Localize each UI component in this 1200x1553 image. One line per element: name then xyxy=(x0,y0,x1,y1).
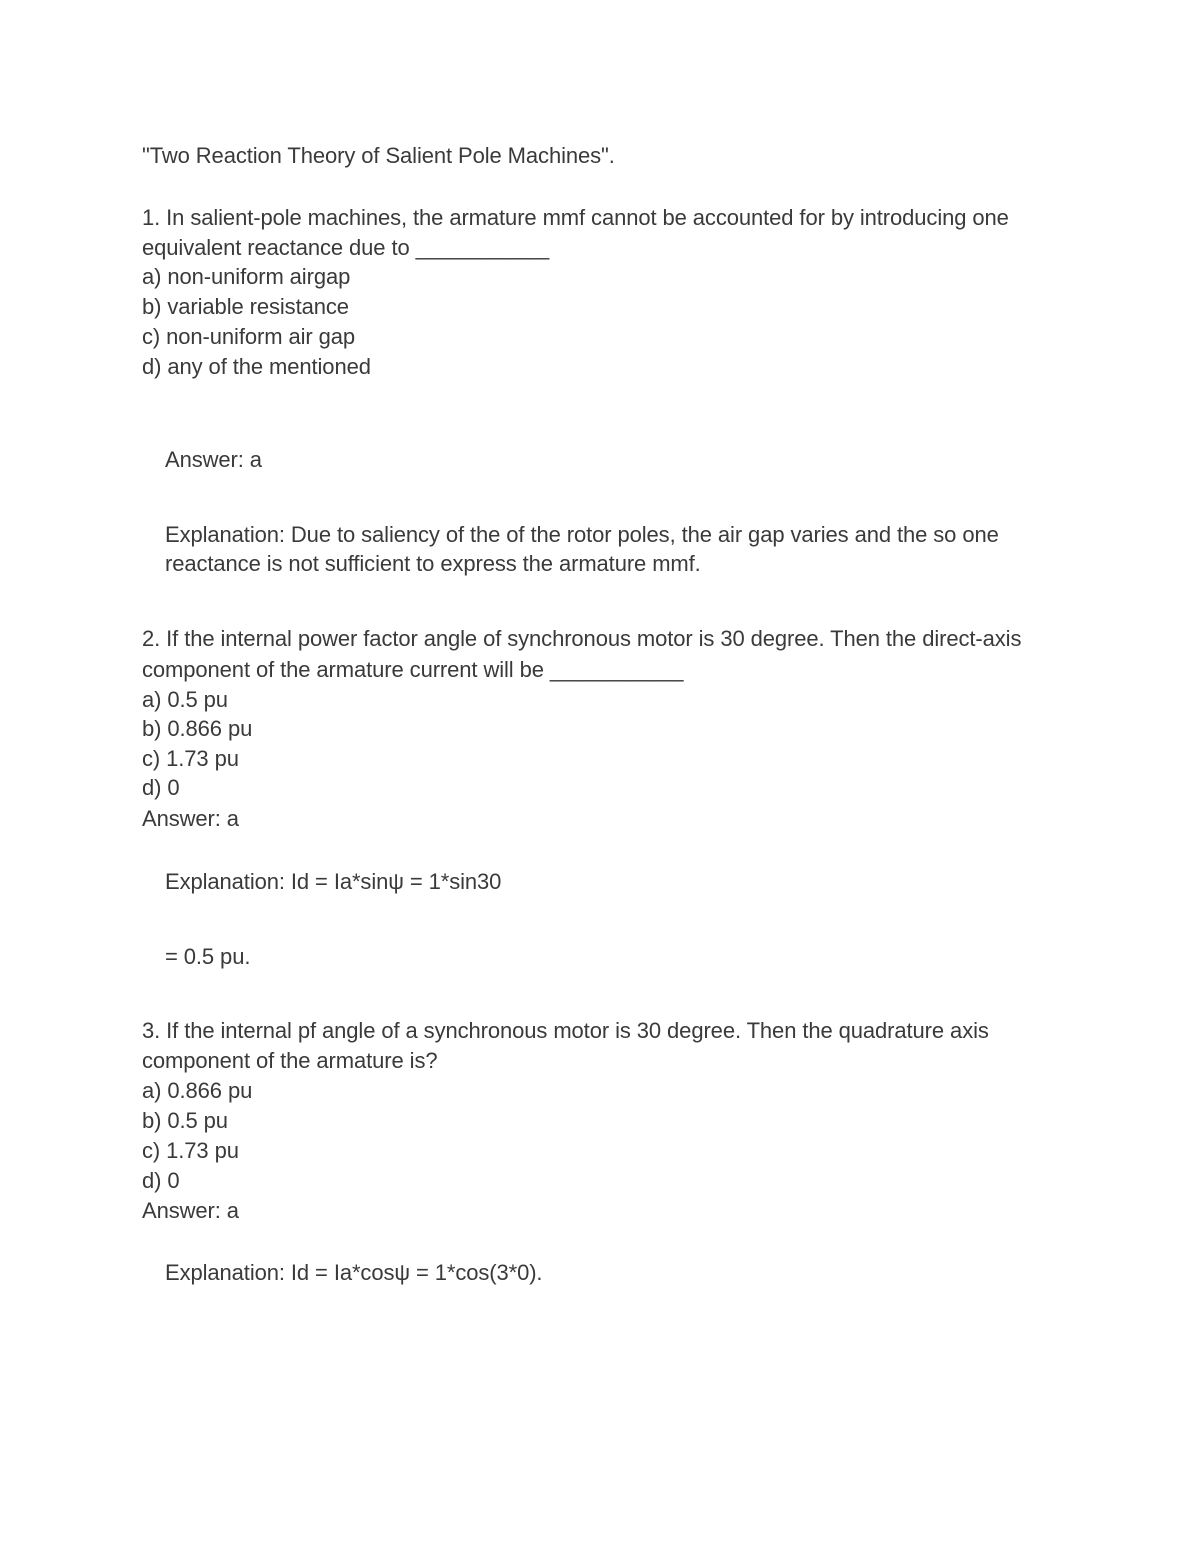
question-1-explanation-line-2: reactance is not sufficient to express the armature mmf. xyxy=(165,551,701,576)
question-1-stem-line-1: 1. In salient-pole machines, the armature mmf cannot be accounted for by introducing one xyxy=(142,205,1009,230)
question-1-answer: Answer: a xyxy=(165,447,262,472)
question-3-explanation-line-1: Explanation: Id = Ia*cosψ = 1*cos(3*0). xyxy=(165,1260,543,1285)
question-2-stem-line-2: component of the armature current will be ___________ xyxy=(142,657,684,682)
question-3-stem-line-1: 3. If the internal pf angle of a synchronous motor is 30 degree. Then the quadrature axis xyxy=(142,1018,989,1043)
question-3-option-c: c) 1.73 pu xyxy=(142,1138,239,1163)
question-2-explanation-line-1: Explanation: Id = Ia*sinψ = 1*sin30 xyxy=(165,869,502,894)
question-1-option-b: b) variable resistance xyxy=(142,294,349,319)
question-2-option-b: b) 0.866 pu xyxy=(142,716,253,741)
question-1-stem-line-2: equivalent reactance due to ___________ xyxy=(142,235,550,260)
question-2-stem-line-1: 2. If the internal power factor angle of synchronous motor is 30 degree. Then the direct-axis xyxy=(142,626,1022,651)
question-1-option-a: a) non-uniform airgap xyxy=(142,264,351,289)
question-1-option-d: d) any of the mentioned xyxy=(142,354,371,379)
question-2-option-d: d) 0 xyxy=(142,775,180,800)
question-1-option-c: c) non-uniform air gap xyxy=(142,324,356,349)
question-2-answer: Answer: a xyxy=(142,806,239,831)
question-3-option-b: b) 0.5 pu xyxy=(142,1108,228,1133)
question-3-answer: Answer: a xyxy=(142,1198,239,1223)
question-2-explanation-line-2: = 0.5 pu. xyxy=(165,944,251,969)
question-3-option-d: d) 0 xyxy=(142,1168,180,1193)
question-2-option-c: c) 1.73 pu xyxy=(142,746,239,771)
question-2-option-a: a) 0.5 pu xyxy=(142,687,228,712)
document-title: "Two Reaction Theory of Salient Pole Machines". xyxy=(142,143,615,168)
question-3-option-a: a) 0.866 pu xyxy=(142,1078,253,1103)
question-3-stem-line-2: component of the armature is? xyxy=(142,1048,438,1073)
question-1-explanation-line-1: Explanation: Due to saliency of the of the rotor poles, the air gap varies and the so one xyxy=(165,522,999,547)
